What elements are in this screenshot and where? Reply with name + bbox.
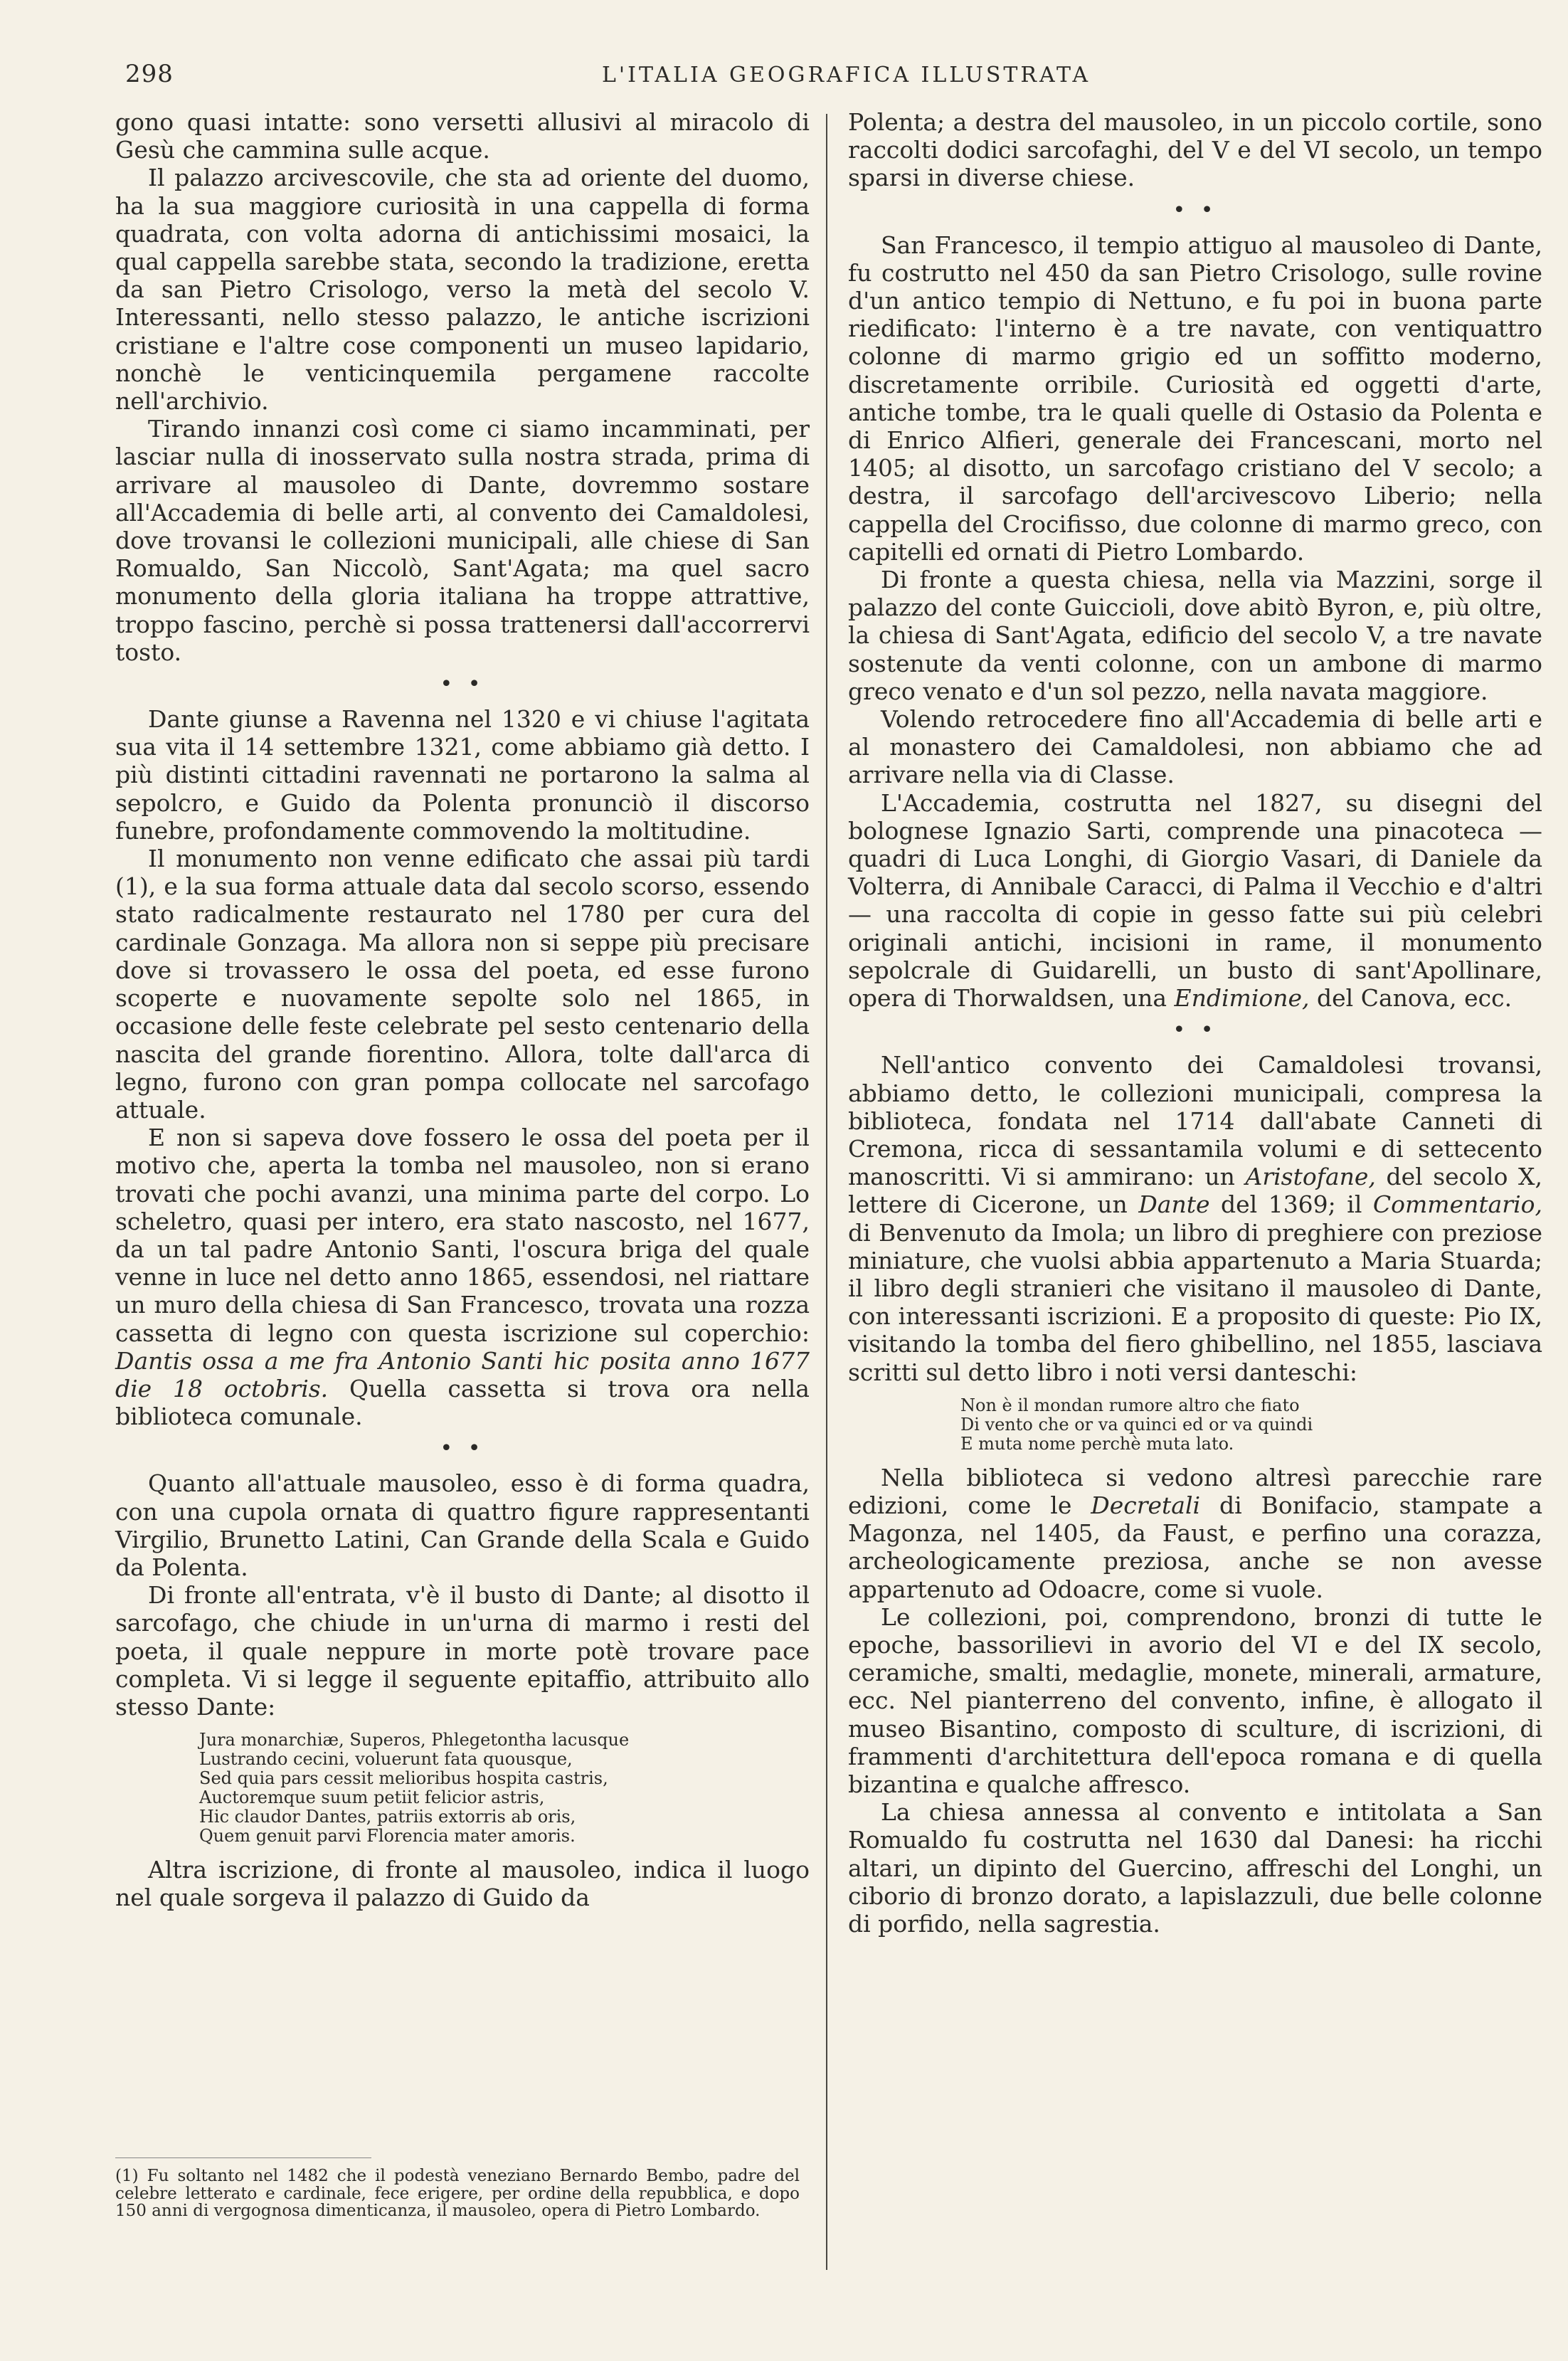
section-separator: • • [1172, 197, 1218, 223]
manuscript-title: Commentario, [1372, 1190, 1542, 1219]
verse-line: Non è il mondan rumore altro che fiato [960, 1395, 1300, 1415]
footnote: (1) Fu soltanto nel 1482 che il podestà veneziano Bernardo Bembo, padre del celebre letterato e cardinale, fece erigere, per ordine della repubblica, e dopo 150 anni di vergognosa dimenticanza, il mausoleo, opera di Pietro Lombardo. [115, 2167, 800, 2220]
inscription-text: Dantis ossa a me fra Antonio Santi hic posita anno 1677 die 18 octobris. [115, 1346, 810, 1403]
paragraph: Polenta; a destra del mausoleo, in un piccolo cortile, sono raccolti dodici sarcofaghi, del V e del VI secolo, un tempo sparsi in diverse chiese. [848, 108, 1542, 192]
paragraph-text: L'Accademia, costrutta nel 1827, su disegni del bolognese Ignazio Sarti, comprende una pinacoteca — quadri di Luca Longhi, di Giorgio Vasari, di Daniele da Volterra, di Annibale Caracci, di Palma il Vecchio e d'altri — una raccolta di copie in gesso fatte sui più celebri originali antichi, incisioni in rame, il monumento sepolcrale di Guidarelli, un busto di sant'Apollinare, opera di Thorwaldsen, una [848, 788, 1542, 1013]
paragraph: Di fronte a questa chiesa, nella via Mazzini, sorge il palazzo del conte Guiccioli, dove abitò Byron, e, più oltre, la chiesa di Sant'Agata, edificio del secolo V, a tre navate sostenute da venti colonne, con un ambone di marmo greco venato e d'un sol pezzo, nella navata maggiore. [848, 566, 1542, 705]
verse-line: Di vento che or va quinci ed or va quindi [960, 1414, 1313, 1435]
epitaph-verse [199, 1731, 810, 1846]
paragraph: gono quasi intatte: sono versetti allusivi al miracolo di Gesù che cammina sulle acque. [115, 108, 810, 164]
page-number: 298 [125, 60, 174, 88]
right-column [848, 108, 1542, 1938]
verse-line: Jura monarchiæ, Superos, Phlegetontha lacusque [199, 1730, 630, 1750]
manuscript-title: Aristofane, [1245, 1163, 1376, 1191]
left-column [115, 108, 810, 1912]
verse-line: Hic claudor Dantes, patriis extorris ab oris, [199, 1807, 576, 1827]
paragraph [848, 1464, 1542, 1603]
artwork-title: Endimione, [1174, 984, 1310, 1013]
paragraph: Di fronte all'entrata, v'è il busto di Dante; al disotto il sarcofago, che chiude in un'urna di marmo i resti del poeta, il quale neppure in morte potè trovare pace completa. Vi si legge il seguente epitaffio, attribuito allo stesso Dante: [115, 1581, 810, 1721]
verse-line: E muta nome perchè muta lato. [960, 1433, 1234, 1454]
manuscript-title: Dante [1138, 1190, 1210, 1219]
paragraph: Il monumento non venne edificato che assai più tardi (1), e la sua forma attuale data dal secolo scorso, essendo stato radicalmente restaurato nel 1780 per cura del cardinale Gonzaga. Ma allora non si seppe più precisare dove si trovassero le ossa del poeta, ed esse furono scoperte e nuovamente sepolte solo nel 1865, in occasione delle feste celebrate pel sesto centenario della nascita del grande fiorentino. Allora, tolte dall'arca di legno, furono con gran pompa collocate nel sarcofago attuale. [115, 845, 810, 1124]
verse-line: Lustrando cecini, voluerunt fata quousque, [199, 1749, 573, 1770]
paragraph: Tirando innanzi così come ci siamo incamminati, per lasciar nulla di inosservato sulla nostra strada, prima di arrivare al mausoleo di Dante, dovremmo sostare all'Accademia di belle arti, al convento dei Camaldolesi, dove trovansi le collezioni municipali, alle chiese di San Romualdo, San Niccolò, Sant'Agata; ma quel sacro monumento della gloria italiana ha troppe attrattive, troppo fascino, perchè si possa trattenersi dall'accorrervi tosto. [115, 415, 810, 666]
paragraph: Il palazzo arcivescovile, che sta ad oriente del duomo, ha la sua maggiore curiosità in una cappella di forma quadrata, con volta adorna di antichissimi mosaici, la qual cappella sarebbe stata, secondo la tradizione, eretta da san Pietro Crisologo, verso la metà del secolo V. Interessanti, nello stesso palazzo, le antiche iscrizioni cristiane e l'altre cose componenti un museo lapidario, nonchè le venticinquemila pergamene raccolte nell'archivio. [115, 164, 810, 416]
paragraph [848, 789, 1542, 1013]
footnote-rule [115, 2157, 371, 2158]
section-separator: • • [440, 672, 485, 697]
paragraph-text: di Bonifacio, stampate a Magonza, nel 1405, da Faust, e perfino una corazza, archeologicamente preziosa, anche se non avesse appartenuto ad Odoacre, come si vuole. [848, 1491, 1542, 1603]
paragraph: Quanto all'attuale mausoleo, esso è di forma quadra, con una cupola ornata di quattro figure rappresentanti Virgilio, Brunetto Latini, Can Grande della Scala e Guido da Polenta. [115, 1469, 810, 1581]
verse-line: Quem genuit parvi Florencia mater amoris. [199, 1826, 576, 1847]
book-title: Decretali [1091, 1491, 1201, 1519]
verse-line: Sed quia pars cessit melioribus hospita castris, [199, 1768, 608, 1789]
section-separator: • • [440, 1436, 485, 1462]
paragraph-text: del Canova, ecc. [1317, 984, 1513, 1013]
paragraph [848, 1051, 1542, 1385]
paragraph: Volendo retrocedere fino all'Accademia di belle arti e al monastero dei Camaldolesi, non abbiamo che ad arrivare nella via di Classe. [848, 705, 1542, 789]
running-title: L'ITALIA GEOGRAFICA ILLUSTRATA [602, 63, 1091, 88]
paragraph [115, 1124, 810, 1430]
paragraph: Le collezioni, poi, comprendono, bronzi di tutte le epoche, bassorilievi in avorio del VI e del IX secolo, ceramiche, smalti, medaglie, monete, minerali, armature, ecc. Nel pianterreno del convento, infine, è allogato il museo Bisantino, composto di sculture, di iscrizioni, di frammenti d'architettura dell'epoca romana e di quella bizantina e qualche affresco. [848, 1602, 1542, 1798]
paragraph: Altra iscrizione, di fronte al mausoleo, indica il luogo nel quale sorgeva il palazzo di Guido da [115, 1856, 810, 1912]
paragraph-text: Nella biblioteca si vedono altresì parecchie rare edizioni, come le [848, 1463, 1542, 1519]
paragraph-text: Quella cassetta si trova ora nella biblioteca comunale. [115, 1374, 810, 1431]
column-divider [826, 114, 827, 2270]
dante-verse [960, 1396, 1542, 1454]
paragraph: Dante giunse a Ravenna nel 1320 e vi chiuse l'agitata sua vita il 14 settembre 1321, come abbiamo già detto. I più distinti cittadini ravennati ne portarono la salma al sepolcro, e Guido da Polenta pronunciò il discorso funebre, profondamente commovendo la moltitudine. [115, 705, 810, 845]
section-separator: • • [1172, 1018, 1218, 1043]
paragraph-text: del secolo X, lettere di Cicerone, un [848, 1163, 1542, 1219]
paragraph-text: Nell'antico convento dei Camaldolesi trovansi, abbiamo detto, le collezioni municipali, compresa la biblioteca, fondata nel 1714 dall'abate Canneti di Cremona, ricca di sessantamila volumi e di settecento manoscritti. Vi si ammirano: un [848, 1051, 1542, 1191]
paragraph-text: E non si sapeva dove fossero le ossa del poeta per il motivo che, aperta la tomba nel mausoleo, non si erano trovati che pochi avanzi, una minima parte del corpo. Lo scheletro, quasi per intero, era stato nascosto, nel 1677, da un tal padre Antonio Santi, l'oscura briga del quale venne in luce nel detto anno 1865, essendosi, nel riattare un muro della chiesa di San Francesco, trovata una rozza cassetta di legno con questa iscrizione sul coperchio: [115, 1124, 810, 1347]
paragraph-text: di Benvenuto da Imola; un libro di preghiere con preziose miniature, che vuolsi abbia appartenuto a Maria Stuarda; il libro degli stranieri che visitano il mausoleo di Dante, con interessanti iscrizioni. E a proposito di queste: Pio IX, visitando la tomba del fiero ghibellino, nel 1855, lasciava scritti sul detto libro i noti versi danteschi: [848, 1218, 1542, 1386]
verse-line: Auctoremque suum petiit felicior astris, [199, 1787, 545, 1808]
page-header [0, 60, 1568, 95]
paragraph: San Francesco, il tempio attiguo al mausoleo di Dante, fu costrutto nel 450 da san Pietro Crisologo, sulle rovine d'un antico tempio di Nettuno, e fu poi in buona parte riedificato: l'interno è a tre navate, con ventiquattro colonne di marmo grigio ed un soffitto moderno, discretamente orribile. Curiosità ed oggetti d'arte, antiche tombe, tra le quali quelle di Ostasio da Polenta e di Enrico Alfieri, generale dei Francescani, morto nel 1405; al disotto, un sarcofago cristiano del V secolo; a destra, il sarcofago dell'arcivescovo Liberio; nella cappella del Crocifisso, due colonne di marmo greco, con capitelli ed ornati di Pietro Lombardo. [848, 231, 1542, 566]
paragraph: La chiesa annessa al convento e intitolata a San Romualdo fu costrutta nel 1630 dal Danesi: ha ricchi altari, un dipinto del Guercino, affreschi del Longhi, un ciborio di bronzo dorato, a lapislazzuli, due belle colonne di porfido, nella sagrestia. [848, 1798, 1542, 1938]
paragraph-text: del 1369; il [1221, 1190, 1362, 1219]
